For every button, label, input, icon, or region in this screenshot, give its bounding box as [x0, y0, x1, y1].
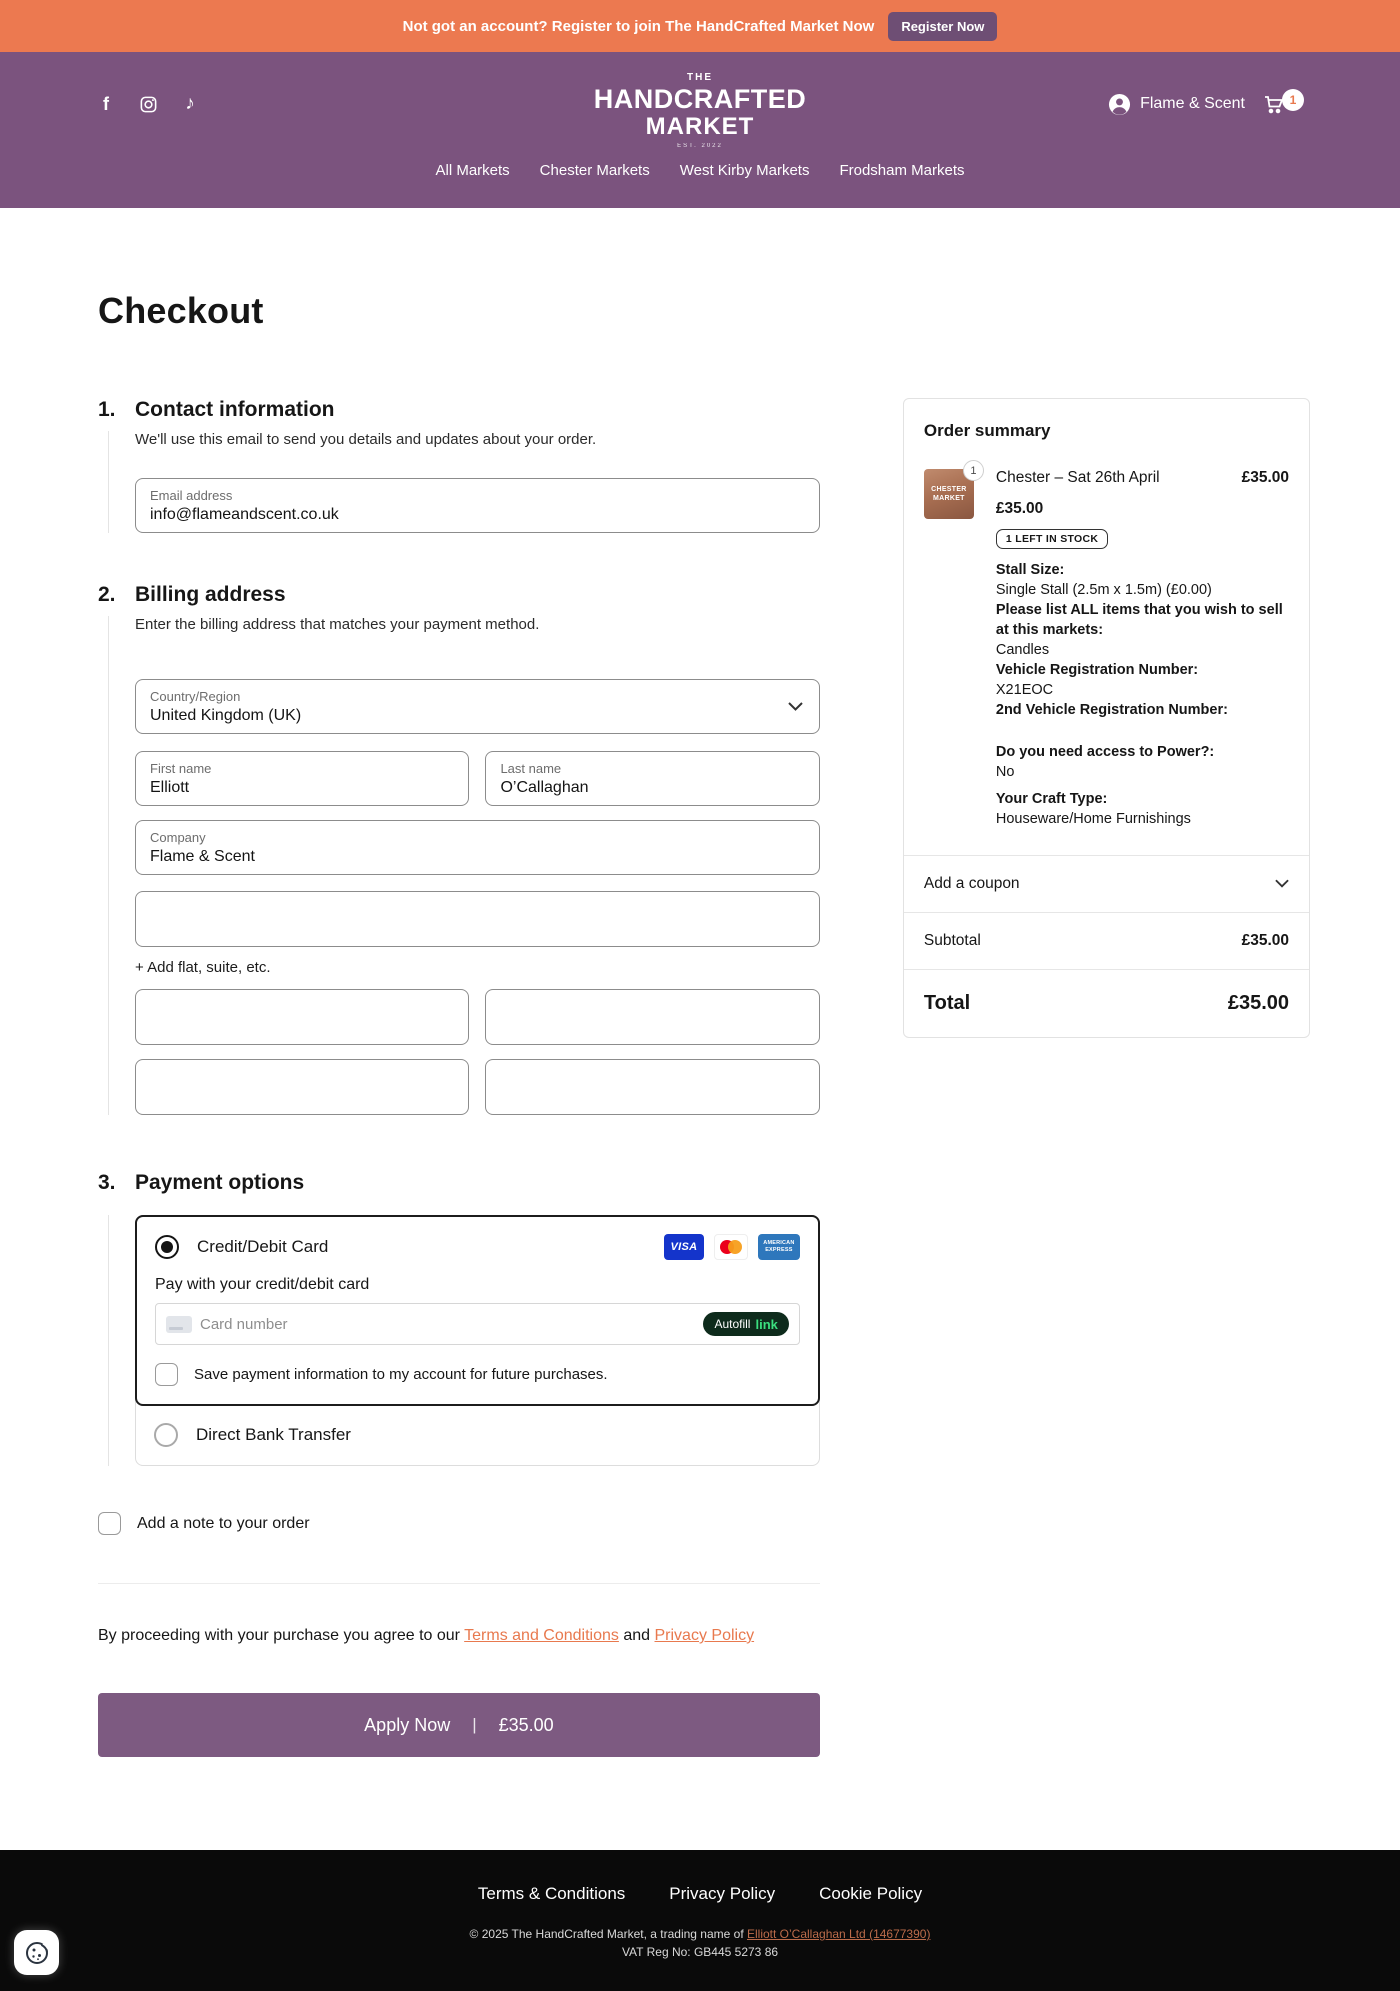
- billing-section-title: Billing address: [135, 583, 286, 606]
- quantity-badge: 1: [963, 460, 984, 481]
- promo-banner: [0, 0, 1400, 52]
- email-input[interactable]: [150, 506, 805, 524]
- email-field: [135, 478, 820, 533]
- site-logo[interactable]: [426, 73, 974, 149]
- cookie-settings-button[interactable]: [14, 1930, 59, 1975]
- total-row: [904, 969, 1309, 1037]
- last-name-field: [485, 751, 819, 806]
- country-select-value: [150, 707, 805, 725]
- first-name-input[interactable]: [150, 779, 454, 797]
- credit-card-option: [135, 1215, 820, 1406]
- address-field: [135, 891, 820, 947]
- order-item-meta: Stall Size: Single Stall (2.5m x 1.5m) (£0.00) Please list ALL items that you wish to sell at this markets: Candles Vehicle Registration Number: X21EOC 2nd Vehicle Registration Number: Do you need access to Power?: No Your Craft Type: Houseware/Home Furnishings: [995, 562, 1283, 827]
- order-item: [904, 447, 1309, 855]
- privacy-policy-link[interactable]: Privacy Policy: [654, 1627, 755, 1644]
- product-thumbnail: CHESTER MARKET: [924, 469, 974, 519]
- instagram-icon[interactable]: [138, 94, 158, 114]
- contact-information-section: [98, 398, 820, 533]
- page-title: Checkout: [98, 290, 264, 331]
- address-extra-field-1: [135, 989, 469, 1045]
- address-extra-input-3[interactable]: [150, 1072, 454, 1090]
- promo-banner-text: Not got an account? Register to join The HandCrafted Market Now: [402, 17, 875, 35]
- last-name-label: Last name: [500, 761, 562, 776]
- first-name-field: [135, 751, 469, 806]
- credit-card-label: Credit/Debit Card: [197, 1237, 329, 1256]
- save-payment-label: Save payment information to my account for future purchases.: [194, 1366, 608, 1383]
- bank-transfer-radio[interactable]: [154, 1423, 178, 1447]
- country-select[interactable]: [135, 679, 820, 734]
- autofill-link-button[interactable]: Autofill link: [703, 1312, 788, 1336]
- address-extra-field-4: [485, 1059, 819, 1115]
- stock-badge: 1 LEFT IN STOCK: [996, 529, 1108, 549]
- company-field: [135, 820, 820, 875]
- visa-icon: VISA: [664, 1234, 704, 1260]
- country-select-label: Country/Region: [150, 689, 241, 704]
- logo-line-the: THE: [687, 72, 713, 83]
- footer-terms-link[interactable]: Terms & Conditions: [477, 1884, 626, 1903]
- section-number: 2.: [98, 583, 116, 606]
- register-now-button[interactable]: Register Now: [888, 12, 997, 41]
- tiktok-icon[interactable]: ♪: [185, 93, 195, 114]
- email-field-label: Email address: [150, 488, 233, 503]
- payment-options-section: [98, 1171, 820, 1466]
- total-value: £35.00: [1227, 992, 1289, 1014]
- card-number-input[interactable]: [200, 1316, 695, 1333]
- nav-all-markets[interactable]: All Markets: [435, 162, 510, 179]
- facebook-icon[interactable]: f: [103, 93, 109, 114]
- logo-line-market: MARKET: [645, 113, 755, 140]
- section-number: 3.: [98, 1171, 116, 1194]
- footer-privacy-link[interactable]: Privacy Policy: [669, 1884, 776, 1903]
- address-extra-input-2[interactable]: [500, 1002, 804, 1020]
- payment-section-title: Payment options: [135, 1171, 305, 1194]
- apply-now-button[interactable]: Apply Now | £35.00: [98, 1693, 820, 1757]
- company-registration-link[interactable]: Elliott O’Callaghan Ltd (14677390): [747, 1927, 931, 1941]
- nav-frodsham-markets[interactable]: Frodsham Markets: [839, 162, 965, 179]
- order-note-label: Add a note to your order: [137, 1514, 310, 1532]
- footer-vat: VAT Reg No: GB445 5273 86: [621, 1945, 779, 1959]
- pay-with-card-label: Pay with your credit/debit card: [155, 1276, 370, 1293]
- credit-card-radio[interactable]: [155, 1235, 179, 1259]
- add-coupon-label: Add a coupon: [923, 875, 1020, 892]
- order-note-checkbox[interactable]: [98, 1512, 121, 1535]
- address-extra-field-3: [135, 1059, 469, 1115]
- footer-cookie-link[interactable]: Cookie Policy: [819, 1884, 923, 1903]
- site-header: [0, 52, 1400, 208]
- bank-transfer-label: Direct Bank Transfer: [196, 1425, 351, 1444]
- last-name-input[interactable]: [500, 779, 804, 797]
- add-coupon-toggle[interactable]: [904, 855, 1309, 912]
- address-input[interactable]: [150, 904, 805, 922]
- subtotal-label: Subtotal: [923, 932, 981, 949]
- cart-count-badge: 1: [1282, 89, 1304, 111]
- address-extra-field-2: [485, 989, 819, 1045]
- logo-line-handcrafted: HANDCRAFTED: [593, 84, 807, 114]
- logo-line-est: EST. 2022: [677, 143, 723, 149]
- order-item-name: Chester – Sat 26th April: [995, 469, 1160, 486]
- subtotal-row: [904, 912, 1309, 969]
- first-name-label: First name: [150, 761, 212, 776]
- social-links: [96, 94, 426, 114]
- card-number-field: [155, 1303, 800, 1345]
- address-extra-input-1[interactable]: [150, 1002, 454, 1020]
- nav-chester-markets[interactable]: Chester Markets: [539, 162, 650, 179]
- address-extra-input-4[interactable]: [500, 1072, 804, 1090]
- divider: [98, 1583, 820, 1584]
- order-item-unit-price: £35.00: [995, 500, 1044, 517]
- bank-transfer-option: [136, 1405, 819, 1465]
- account-icon[interactable]: [1108, 93, 1131, 116]
- chevron-down-icon: [1275, 875, 1289, 893]
- mastercard-icon: [714, 1234, 748, 1260]
- order-summary-panel: [903, 398, 1310, 1038]
- section-number: 1.: [98, 398, 116, 421]
- total-label: Total: [923, 992, 971, 1014]
- footer-copyright: © 2025 The HandCrafted Market, a trading name of Elliott O’Callaghan Ltd (14677390): [469, 1927, 931, 1941]
- save-payment-checkbox[interactable]: [155, 1363, 178, 1386]
- cart-button[interactable]: [1262, 92, 1304, 116]
- order-summary-title: Order summary: [923, 421, 1051, 440]
- order-item-price: £35.00: [1241, 469, 1289, 486]
- main-nav: [0, 156, 1400, 179]
- subtotal-value: £35.00: [1241, 932, 1289, 949]
- add-flat-suite-link[interactable]: + Add flat, suite, etc.: [135, 959, 271, 976]
- chevron-down-icon: [788, 698, 803, 716]
- cookie-icon: [23, 1939, 51, 1967]
- card-icon: [166, 1316, 192, 1333]
- site-footer: [0, 1850, 1400, 1991]
- contact-section-subtitle: We'll use this email to send you details and updates about your order.: [135, 431, 597, 448]
- billing-section-subtitle: Enter the billing address that matches your payment method.: [135, 616, 540, 633]
- company-input[interactable]: [150, 848, 805, 866]
- amex-icon: AMERICAN EXPRESS: [758, 1234, 800, 1260]
- terms-agreement-text: By proceeding with your purchase you agree to our Terms and Conditions and Privacy Policy: [98, 1627, 755, 1644]
- account-name[interactable]: Flame & Scent: [1140, 95, 1245, 112]
- nav-west-kirby-markets[interactable]: West Kirby Markets: [679, 162, 810, 179]
- company-label: Company: [150, 830, 206, 845]
- billing-address-section: [98, 583, 820, 1115]
- terms-and-conditions-link[interactable]: Terms and Conditions: [464, 1627, 619, 1644]
- contact-section-title: Contact information: [135, 398, 335, 421]
- account-area: [974, 92, 1304, 116]
